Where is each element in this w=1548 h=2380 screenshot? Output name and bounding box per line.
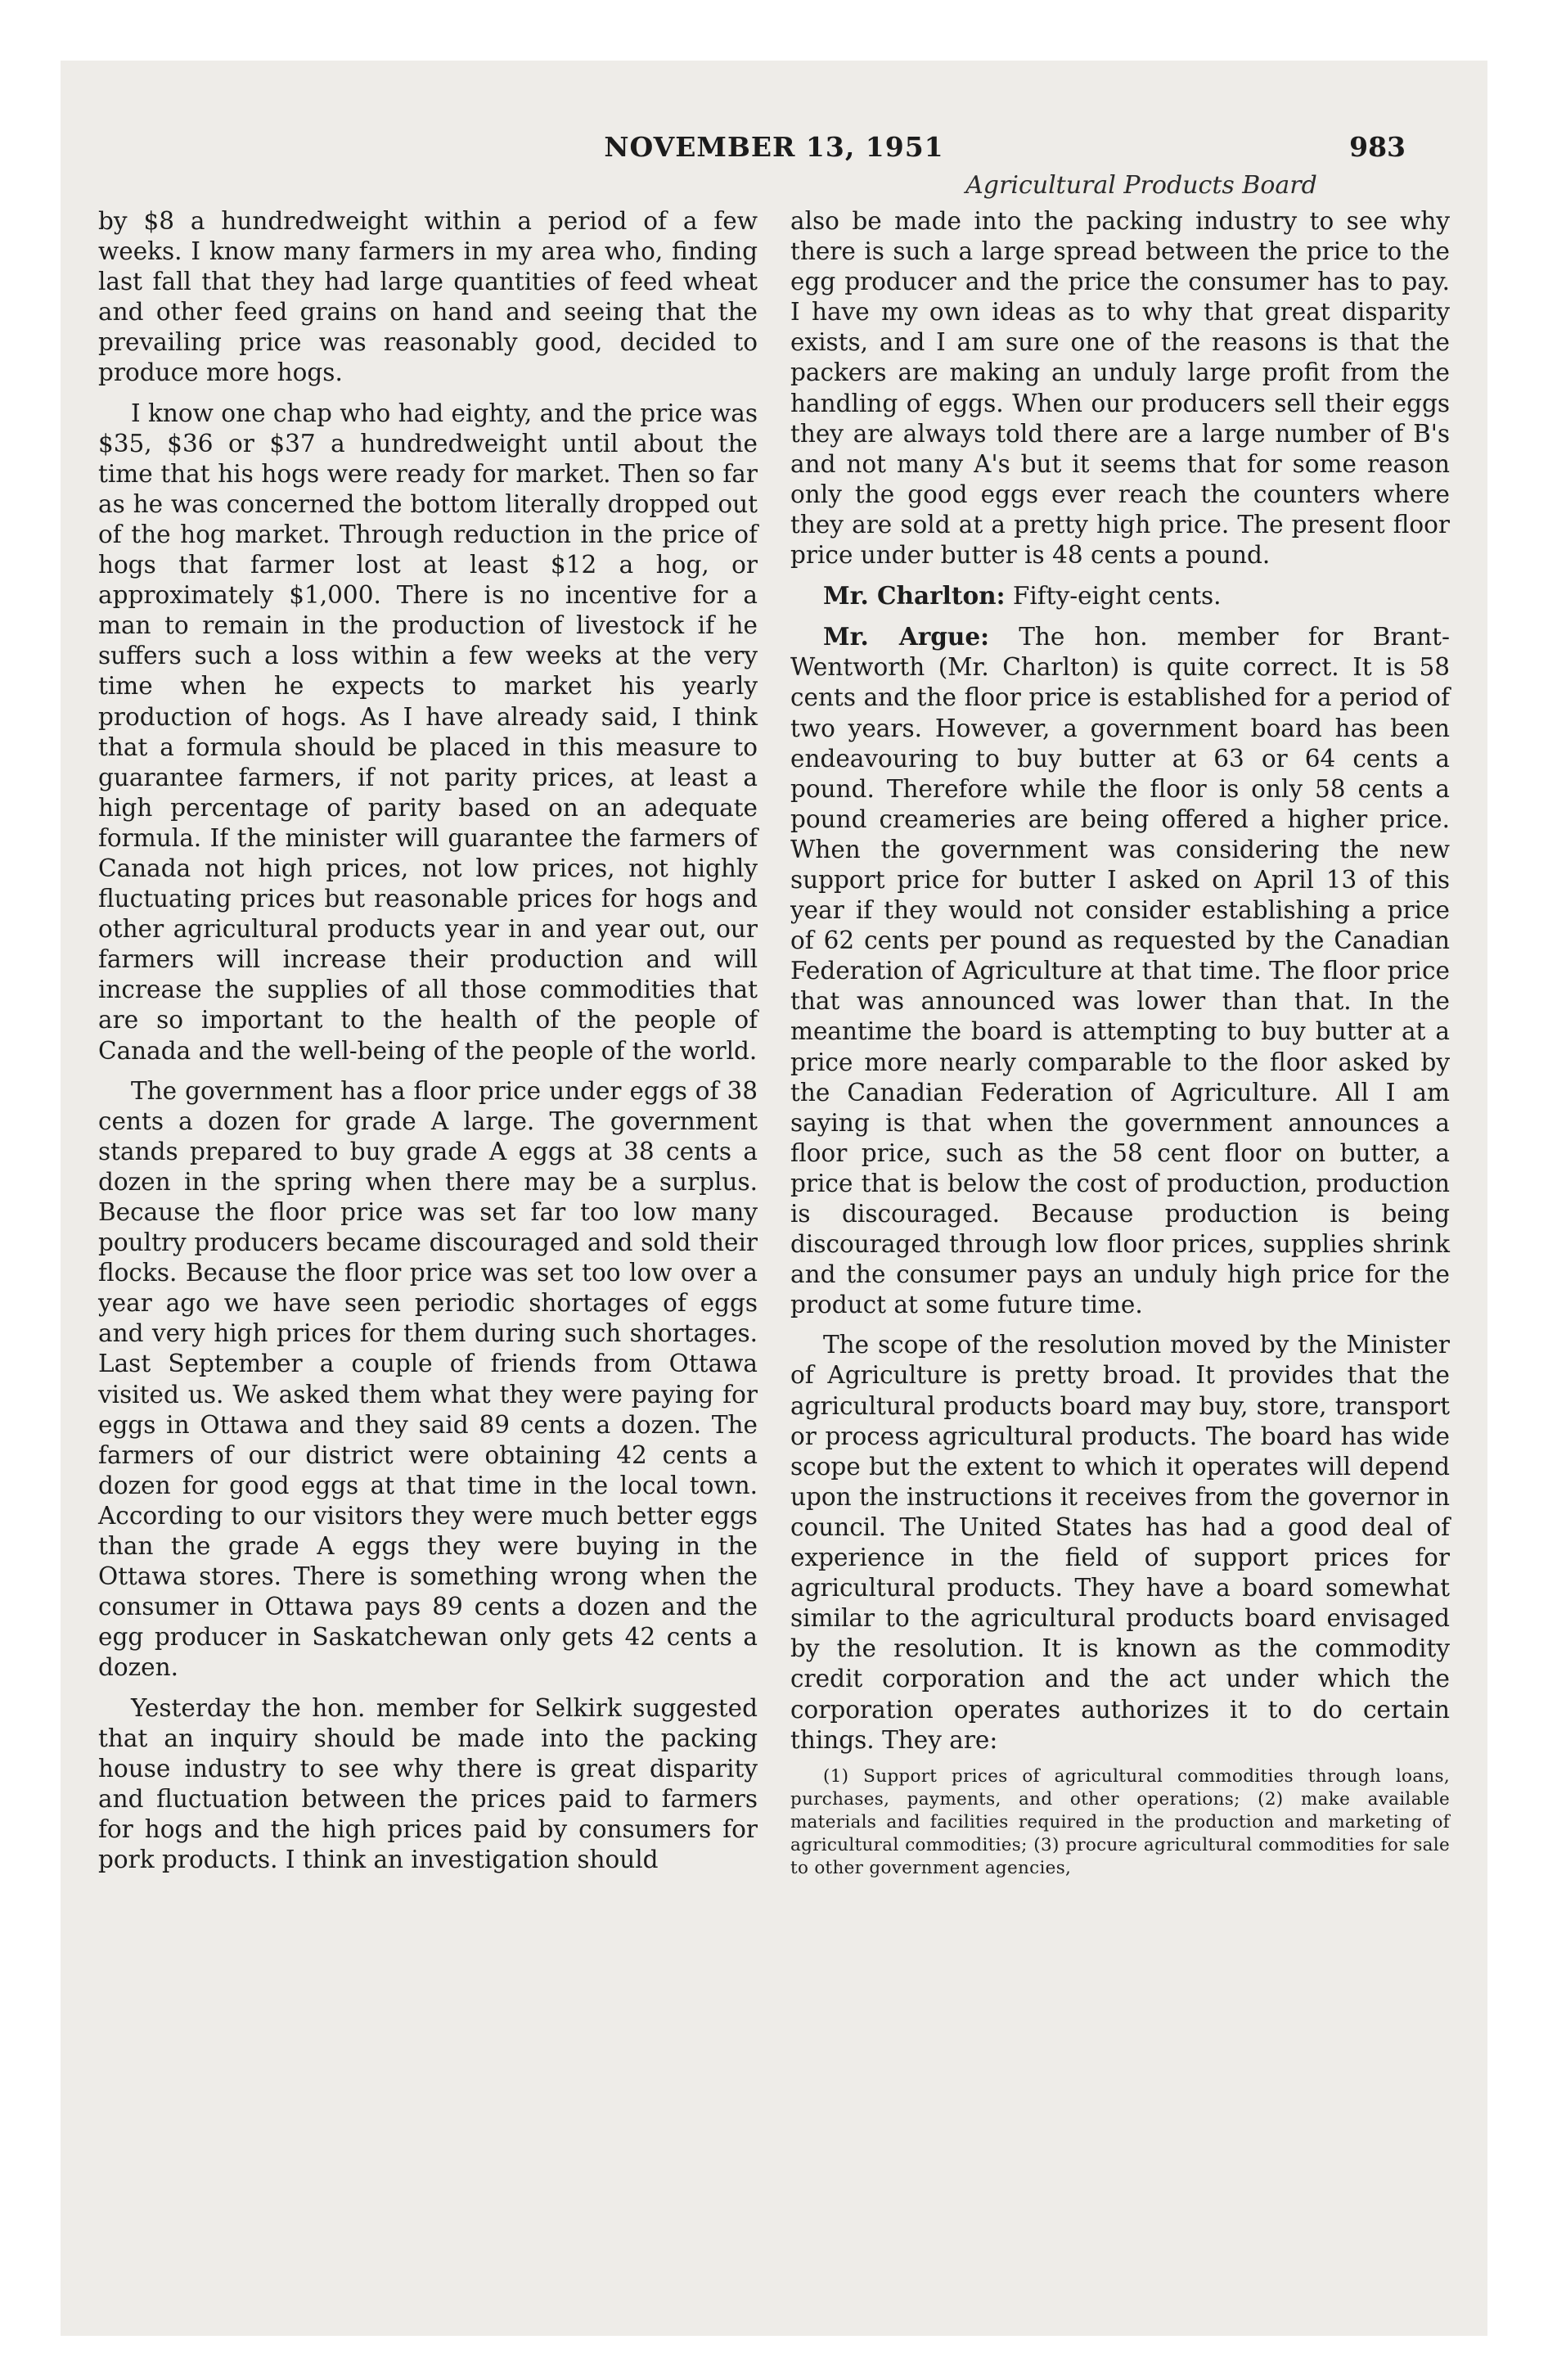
speaker-name: Mr. Argue: <box>823 622 989 651</box>
speaker-name: Mr. Charlton: <box>823 581 1006 611</box>
paragraph: by $8 a hundredweight within a period of a few weeks. I know many farmers in my area who, finding last fall that they had large quantities of feed wheat and other feed grains on hand and seeing that the prevailing price was reasonably good, decided to produce more hogs. <box>98 207 758 387</box>
paragraph: also be made into the packing industry to see why there is such a large spread between the price to the egg producer and the price the consumer has to pay. I have my own ideas as to why that great disparity exists, and I am sure one of the reasons is that the packers are making an unduly large profit from the handling of eggs. When our producers sell their eggs they are always told there are a large number of B's and not many A's but it seems that for some reason only the good eggs ever reach the counters where they are sold at a pretty high price. The present floor price under butter is 48 cents a pound. <box>790 207 1450 570</box>
page-header <box>61 131 1487 172</box>
speaker-text: Fifty-eight cents. <box>1012 582 1222 611</box>
right-column <box>790 206 1450 1890</box>
speaker-text: The hon. member for Brant-Wentworth (Mr. Charlton) is quite correct. It is 58 cents and the floor price is established for a period of two years. However, a government board has been endeavouring to buy butter at 63 or 64 cents a pound. Therefore while the floor is only 58 cents a pound creameries are being offered a higher price. When the government was considering the new support price for butter I asked on April 13 of this year if they would not consider establishing a price of 62 cents per pound as requested by the Canadian Federation of Agriculture at that time. The floor price that was announced was lower than that. In the meantime the board is attempting to buy butter at a price more nearly comparable to the floor asked by the Canadian Federation of Agriculture. All I am saying is that when the government announces a floor price, such as the 58 cent floor on butter, a price that is below the cost of production, production is discouraged. Because production is being discouraged through low floor prices, supplies shrink and the consumer pays an unduly high price for the product at some future time. <box>790 623 1450 1319</box>
section-title: Agricultural Products Board <box>965 171 1317 200</box>
paragraph: The scope of the resolution moved by the Minister of Agriculture is pretty broad. It provides that the agricultural products board may buy, store, transport or process agricultural products. The board has wide scope but the extent to which it operates will depend upon the instructions it receives from the governor in council. The United States has had a good deal of experience in the field of support prices for agricultural products. They have a board somewhat similar to the agricultural products board envisaged by the resolution. It is known as the commodity credit corporation and the act under which the corporation operates authorizes it to do certain things. They are: <box>790 1331 1450 1754</box>
paragraph: The government has a floor price under eggs of 38 cents a dozen for grade A large. The government stands prepared to buy grade A eggs at 38 cents a dozen in the spring when there may be a surplus. Because the floor price was set far too low many poultry producers became discouraged and sold their flocks. Because the floor price was set too low over a year ago we have seen periodic shortages of eggs and very high prices for them during such shortages. Last September a couple of friends from Ottawa visited us. We asked them what they were paying for eggs in Ottawa and they said 89 cents a dozen. The farmers of our district were obtaining 42 cents a dozen for good eggs at that time in the local town. According to our visitors they were much better eggs than the grade A eggs they were buying in the Ottawa stores. There is something wrong when the consumer in Ottawa pays 89 cents a dozen and the egg producer in Saskatchewan only gets 42 cents a dozen. <box>98 1076 758 1682</box>
paragraph: I know one chap who had eighty, and the price was $35, $36 or $37 a hundredweight until about the time that his hogs were ready for market. Then so far as he was concerned the bottom literally dropped out of the hog market. Through reduction in the price of hogs that farmer lost at least $12 a hog, or approximately $1,000. There is no incentive for a man to remain in the production of livestock if he suffers such a loss within a few weeks at the very time when he expects to market his yearly production of hogs. As I have already said, I think that a formula should be placed in this measure to guarantee farmers, if not parity prices, at least a high percentage of parity based on an adequate formula. If the minister will guarantee the farmers of Canada not high prices, not low prices, not highly fluctuating prices but reasonable prices for hogs and other agricultural products year in and year out, our farmers will increase their production and will increase the supplies of all those commodities that are so important to the health of the people of Canada and the well-being of the people of the world. <box>98 399 758 1065</box>
header-date: NOVEMBER 13, 1951 <box>604 131 944 163</box>
speaker-paragraph <box>790 621 1450 1320</box>
left-column <box>98 206 758 1885</box>
block-quote: (1) Support prices of agricultural commodities through loans, purchases, payments, and other operations; (2) make available materials and facilities required in the production and marketing of agricultural commodities; (3) procure agricultural commodities for sale to other government agencies, <box>790 1765 1450 1878</box>
paragraph: Yesterday the hon. member for Selkirk suggested that an inquiry should be made into the packing house industry to see why there is great disparity and fluctuation between the prices paid to farmers for hogs and the high prices paid by consumers for pork products. I think an investigation should <box>98 1693 758 1873</box>
page-number: 983 <box>1349 131 1406 163</box>
speaker-paragraph <box>790 580 1450 611</box>
